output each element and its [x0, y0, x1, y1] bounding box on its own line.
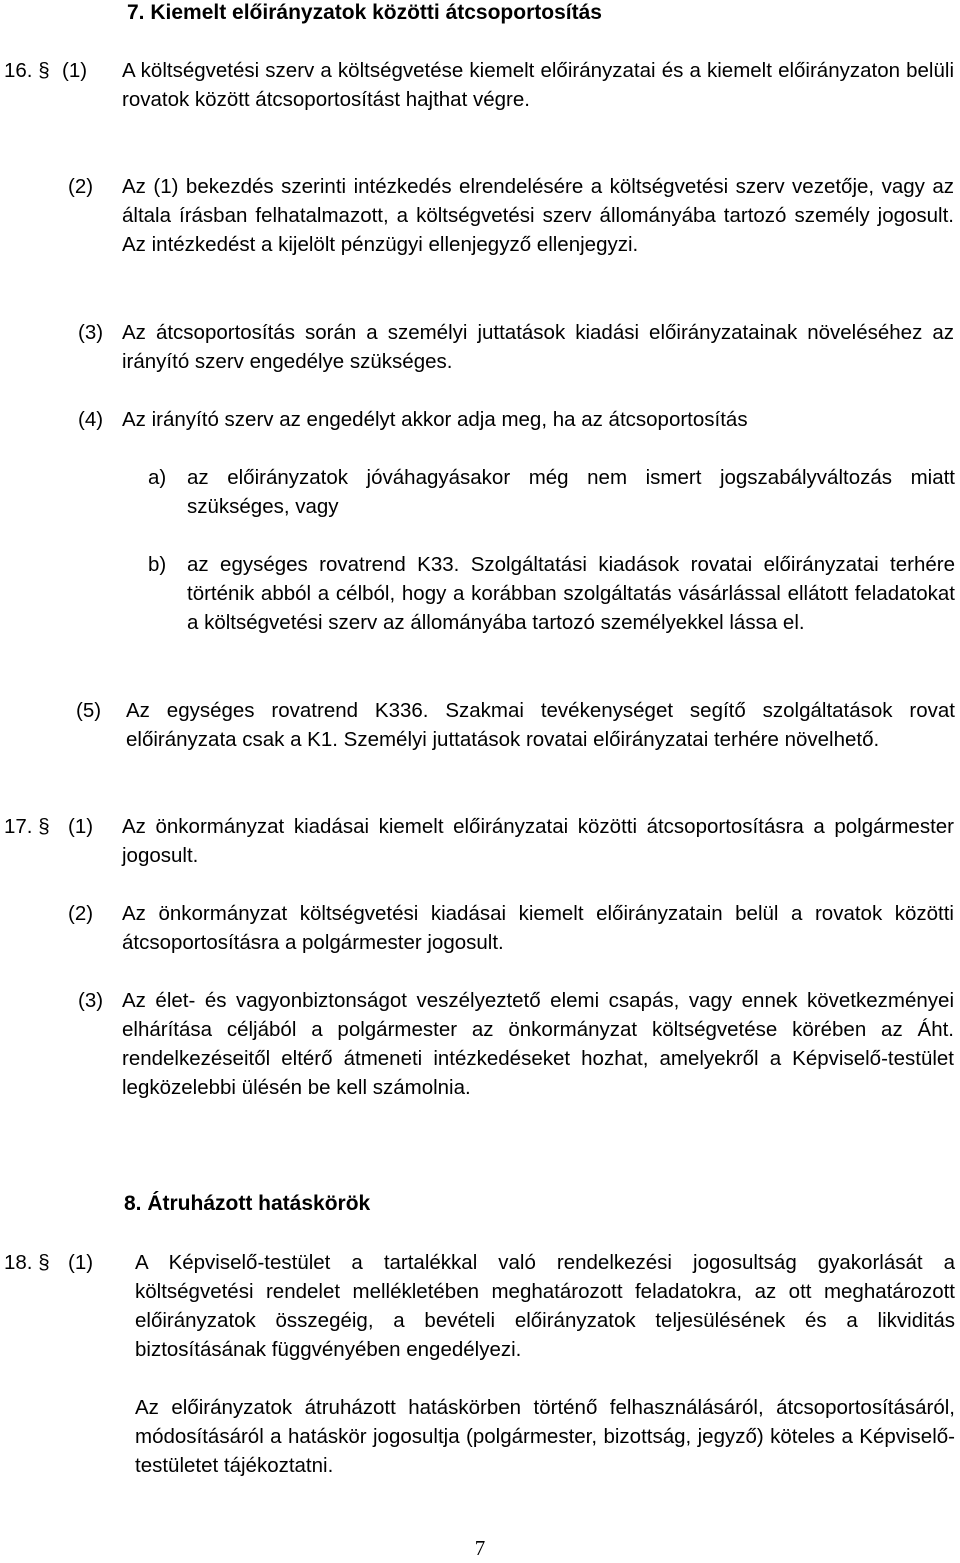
- subsection-label: (3): [78, 321, 104, 344]
- point-text-16-4-b: az egységes rovatrend K33. Szolgáltatási kiadások rovatai előirányzatai terhére történik abból a célból, hogy a korábban szolgáltatás vásárlással ellátott feladatokat a költségvetési szerv az állományába tartozó személyekkel lássa el.: [187, 553, 955, 634]
- subsection-text-16-5: Az egységes rovatrend K336. Szakmai tevékenységet segítő szolgáltatások rovat előirányzata csak a K1. Személyi juttatások rovatai előirányzatai terhére növelhető.: [126, 699, 955, 751]
- paragraph-number-17: 17. §: [4, 815, 50, 838]
- paragraph-number-18: 18. §: [4, 1251, 50, 1274]
- subsection-label: (5): [76, 699, 102, 722]
- subsection-label: (4): [78, 408, 104, 431]
- subsection-text-17-1: Az önkormányzat kiadásai kiemelt előirányzatai közötti átcsoportosításra a polgármester jogosult.: [122, 815, 954, 867]
- subsection-text-18-1-cont: Az előirányzatok átruházott hatáskörben történő felhasználásáról, átcsoportosításáról, módosításáról a hatáskör jogosultja (polgármester, bizottság, jegyző) köteles a Képviselő-testületet tájékoztatni.: [135, 1396, 955, 1477]
- subsection-text-17-3: Az élet- és vagyonbiztonságot veszélyeztető elemi csapás, vagy ennek következményei elhárítása céljából a polgármester az önkormányzat költségvetése körében az Áht. rendelkezéseitől eltérő átmeneti intézkedéseket hozhat, amelyekről a Képviselő-testület legközelebbi ülésén be kell számolnia.: [122, 989, 954, 1099]
- subsection-text-16-1: A költségvetési szerv a költségvetése kiemelt előirányzatai és a kiemelt előirányzaton belüli rovatok között átcsoportosítást hajthat végre.: [122, 59, 954, 111]
- subsection-label: (1): [68, 1251, 94, 1274]
- point-label: a): [148, 466, 167, 489]
- section-heading-7: 7. Kiemelt előirányzatok közötti átcsoportosítás: [127, 1, 602, 24]
- subsection-label: (1): [62, 59, 88, 82]
- section-heading-8: 8. Átruházott hatáskörök: [124, 1192, 371, 1215]
- subsection-label: (3): [78, 989, 104, 1012]
- point-text-16-4-a: az előirányzatok jóváhagyásakor még nem ismert jogszabályváltozás miatt szükséges, vagy: [187, 466, 955, 518]
- subsection-text-18-1: A Képviselő-testület a tartalékkal való rendelkezési jogosultság gyakorlását a költségvetési rendelet mellékletében meghatározott feladatokra, az ott meghatározott előirányzatok összegéig, a bevételi előirányzatok teljesülésének és a likviditás biztosításának függvényében engedélyezi.: [135, 1251, 955, 1361]
- subsection-text-17-2: Az önkormányzat költségvetési kiadásai kiemelt előirányzatain belül a rovatok közötti átcsoportosításra a polgármester jogosult.: [122, 902, 954, 954]
- paragraph-number-16: 16. §: [4, 59, 50, 82]
- subsection-text-16-3: Az átcsoportosítás során a személyi juttatások kiadási előirányzatainak növeléséhez az irányító szerv engedélye szükséges.: [122, 321, 954, 373]
- subsection-text-16-4: Az irányító szerv az engedélyt akkor adja meg, ha az átcsoportosítás: [122, 408, 748, 431]
- page-number: 7: [474, 1536, 486, 1560]
- subsection-label: (2): [68, 902, 94, 925]
- subsection-text-16-2: Az (1) bekezdés szerinti intézkedés elrendelésére a költségvetési szerv vezetője, vagy az általa írásban felhatalmazott, a költségvetési szerv állományába tartozó személy jogosult. Az intézkedést a kijelölt pénzügyi ellenjegyző ellenjegyzi.: [122, 175, 954, 256]
- subsection-label: (1): [68, 815, 94, 838]
- subsection-label: (2): [68, 175, 94, 198]
- point-label: b): [148, 553, 167, 576]
